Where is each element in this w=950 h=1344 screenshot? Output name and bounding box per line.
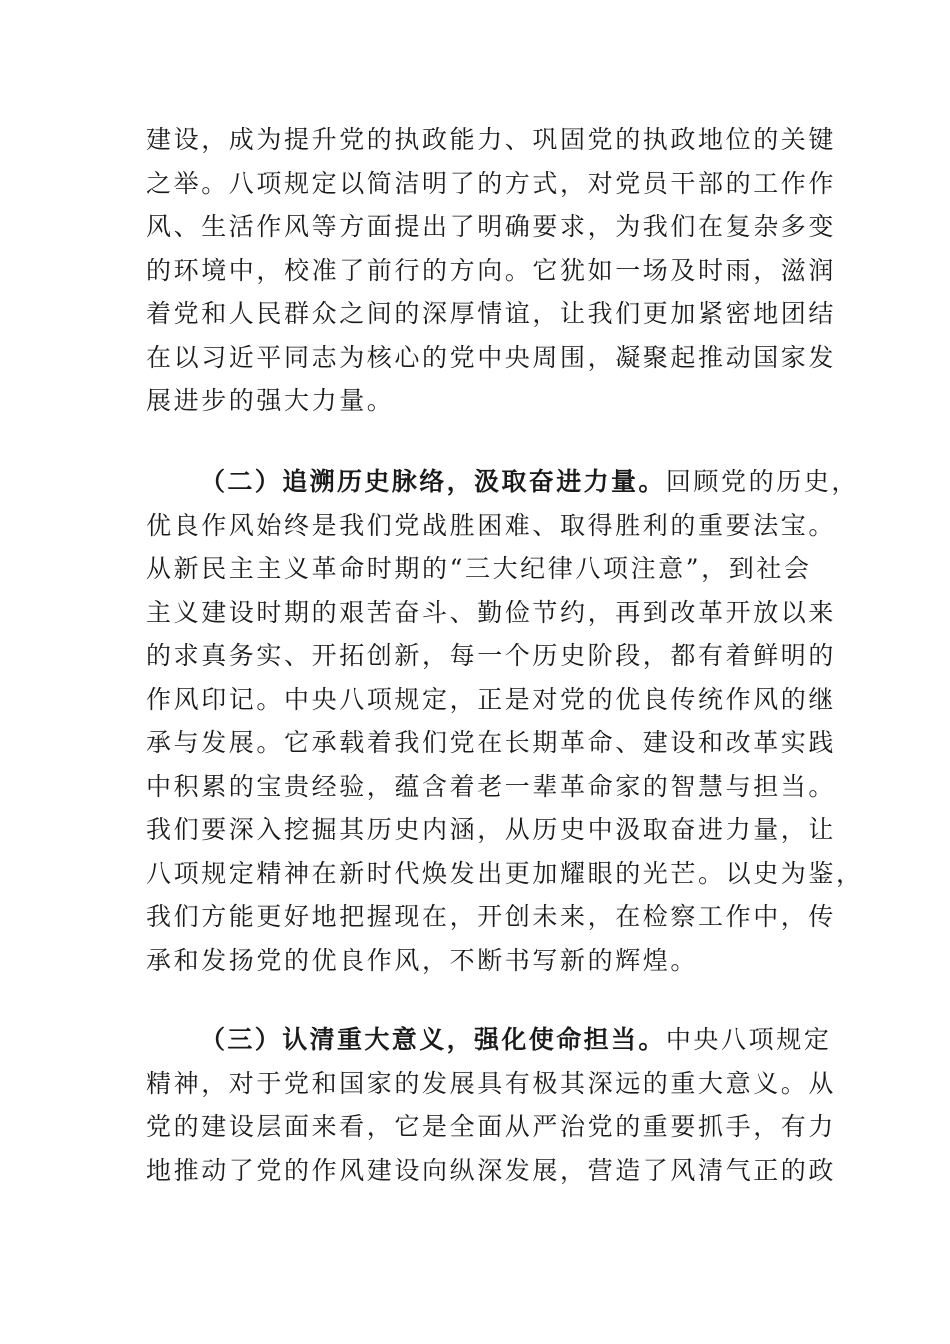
paragraph-line-rest: 中央八项规定 — [665, 1025, 832, 1054]
section-heading-2: （二）追溯历史脉络，汲取奋进力量。 — [200, 467, 666, 496]
paragraph-line: 精神，对于党和国家的发展具有极其深远的重大意义。从 — [146, 1068, 837, 1098]
paragraph-line: 之举。八项规定以简洁明了的方式，对党员干部的工作作 — [146, 168, 837, 198]
paragraph-line-rest: 回顾党的历史， — [665, 467, 860, 496]
paragraph-line: 我们方能更好地把握现在，开创未来，在检察工作中，传 — [146, 902, 837, 931]
paragraph-line: 我们要深入挖掘其历史内涵，从历史中汲取奋进力量，让 — [146, 815, 837, 844]
paragraph-line: 展进步的强大力量。 — [146, 386, 395, 415]
paragraph-line: 中积累的宝贵经验，蕴含着老一辈革命家的智慧与担当。 — [146, 771, 837, 801]
section-heading-3: （三）认清重大意义，强化使命担当。 — [200, 1025, 666, 1054]
paragraph-2 — [146, 460, 864, 982]
paragraph-first-line — [146, 460, 860, 504]
paragraph-line: 承与发展。它承载着我们党在长期革命、建设和改革实践 — [146, 728, 837, 757]
paragraph-line: 主义建设时期的艰苦奋斗、勤俭节约，再到改革开放以来 — [146, 597, 837, 627]
paragraph-line: 风、生活作风等方面提出了明确要求，为我们在复杂多变 — [146, 212, 837, 241]
paragraph-line: 着党和人民群众之间的深厚情谊，让我们更加紧密地团结 — [146, 299, 837, 328]
paragraph-3 — [146, 1018, 837, 1192]
paragraph-line: 从新民主主义革命时期的“三大纪律八项注意”，到社会 — [146, 554, 812, 583]
paragraph-line: 地推动了党的作风建设向纵深发展，营造了风清气正的政 — [146, 1155, 837, 1185]
paragraph-line: 八项规定精神在新时代焕发出更加耀眼的光芒。以史为鉴， — [146, 858, 864, 888]
paragraph-line: 建设，成为提升党的执政能力、巩固党的执政地位的关键 — [146, 125, 837, 154]
paragraph-line: 的环境中，校准了前行的方向。它犹如一场及时雨，滋润 — [146, 255, 837, 285]
paragraph-line: 的求真务实、开拓创新，每一个历史阶段，都有着鲜明的 — [146, 641, 837, 670]
paragraph-line: 党的建设层面来看，它是全面从严治党的重要抓手，有力 — [146, 1112, 837, 1141]
paragraph-line: 作风印记。中央八项规定，正是对党的优良传统作风的继 — [146, 684, 837, 714]
paragraph-line: 在以习近平同志为核心的党中央周围，凝聚起推动国家发 — [146, 342, 837, 372]
paragraph-first-line — [146, 1018, 832, 1062]
paragraph-1 — [146, 118, 837, 423]
paragraph-line: 承和发扬党的优良作风，不断书写新的辉煌。 — [146, 945, 699, 975]
paragraph-line: 优良作风始终是我们党战胜困难、取得胜利的重要法宝。 — [146, 510, 837, 540]
